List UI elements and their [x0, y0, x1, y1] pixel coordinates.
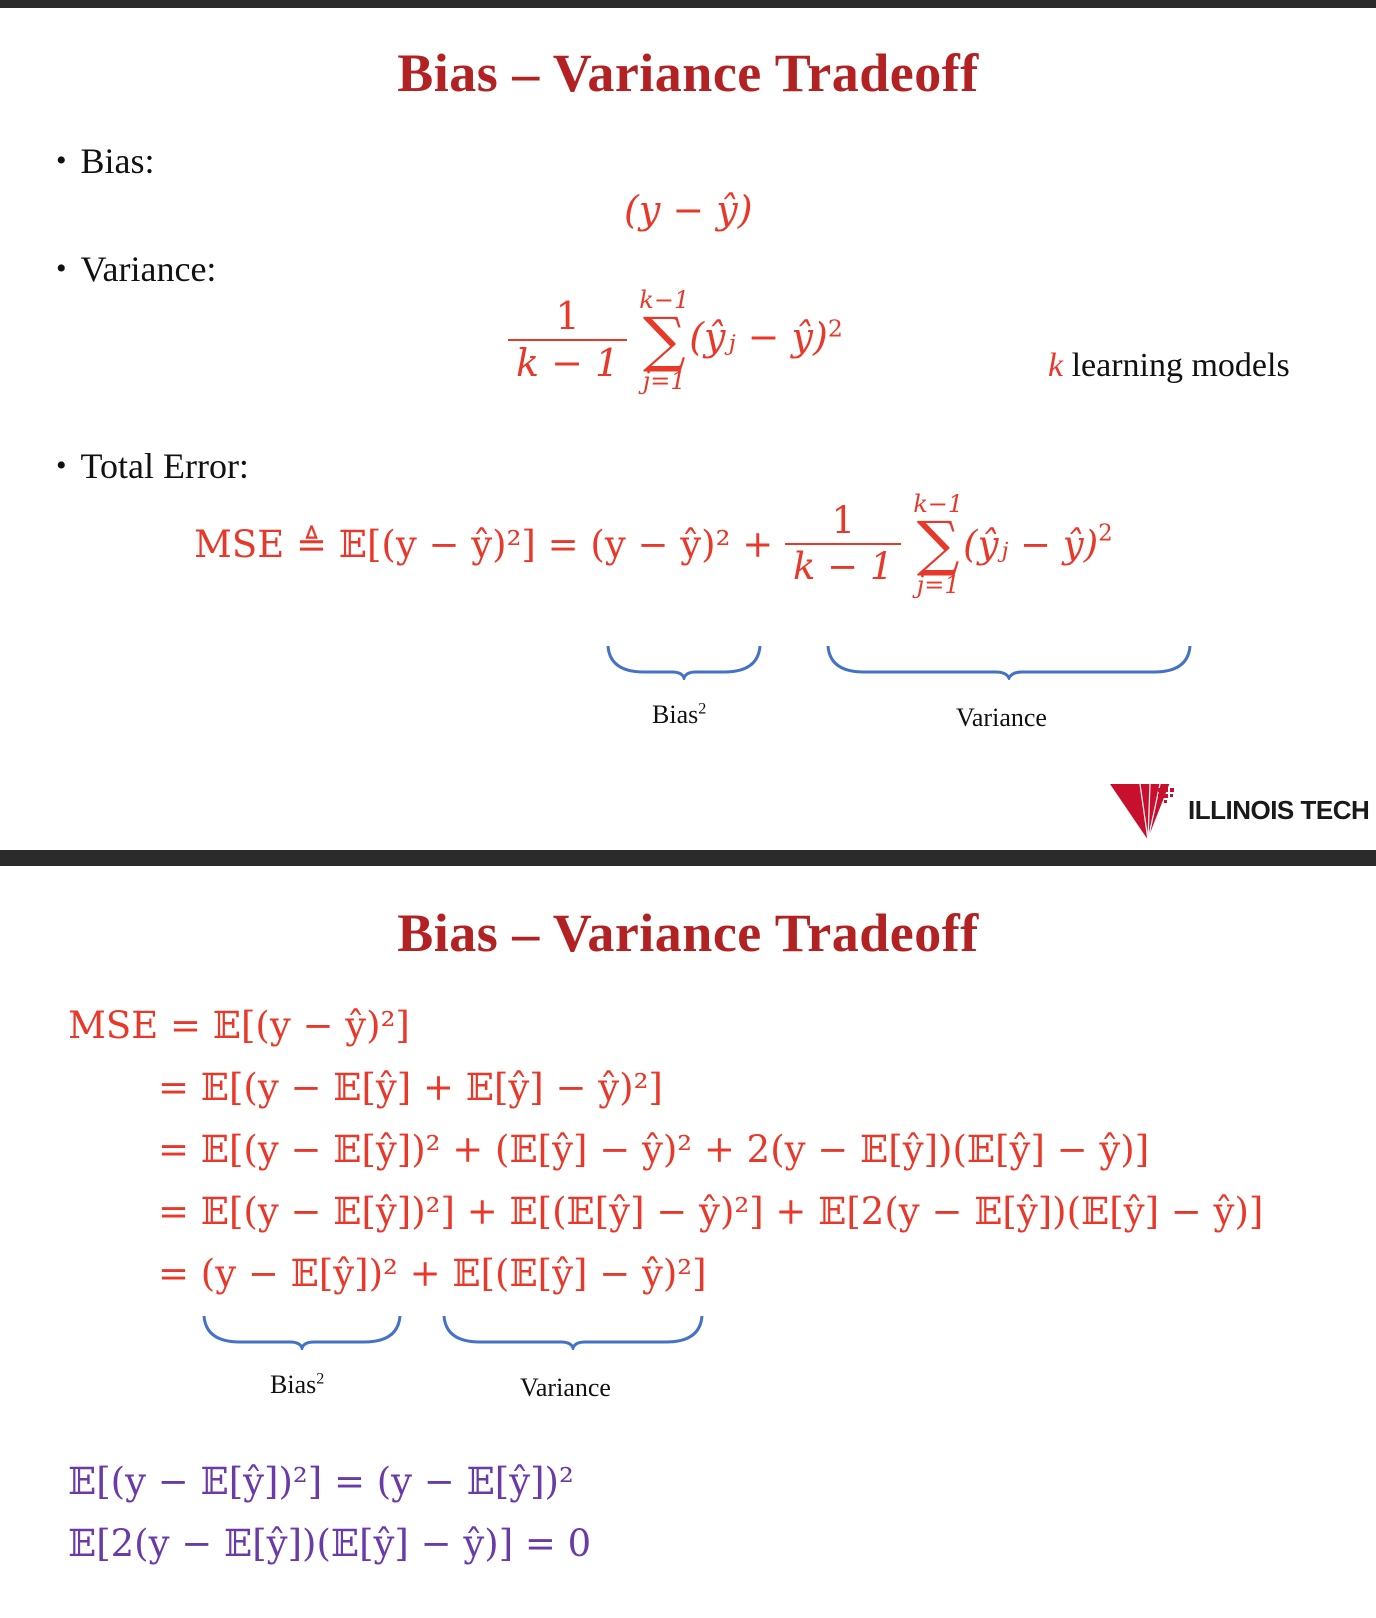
note-line-1: 𝔼[(y − 𝔼[ŷ])²] = (y − 𝔼[ŷ])²: [68, 1460, 574, 1503]
sum-upper-limit: k−1: [639, 286, 690, 314]
fraction-denominator: k − 1: [516, 340, 620, 385]
bullet-dot: •: [56, 252, 67, 285]
variance-term: (ŷⱼ − ŷ): [689, 315, 828, 359]
slide2-title: Bias – Variance Tradeoff: [397, 903, 979, 963]
sigma-symbol: ∑: [916, 509, 960, 579]
bullet-variance: [56, 248, 216, 290]
bias-formula: (y − ŷ): [624, 188, 753, 232]
sum-lower-limit: j=1: [642, 367, 686, 395]
bullet-dot: •: [56, 144, 67, 177]
mse-lhs: MSE ≜ 𝔼[(y − ŷ)²] = (y − ŷ)² +: [194, 523, 774, 566]
k-symbol: k: [1048, 347, 1064, 384]
top-border: [0, 0, 1376, 8]
variance-brace: [824, 640, 1194, 680]
variance-term: (ŷⱼ − ŷ): [963, 523, 1099, 566]
fraction-numerator: 1: [508, 295, 627, 341]
summation: [913, 492, 963, 597]
illinois-tech-logo-icon: [1108, 782, 1178, 842]
note-line-2: 𝔼[2(y − 𝔼[ŷ])(𝔼[ŷ] − ŷ)] = 0: [68, 1522, 592, 1565]
total-error-formula: [194, 492, 1113, 597]
variance-label: Variance: [520, 1373, 611, 1402]
variance-formula: [508, 288, 843, 393]
derivation-line-1: MSE = 𝔼[(y − ŷ)²]: [68, 1004, 410, 1047]
bias-brace: [200, 1310, 404, 1350]
sum-upper-limit: k−1: [913, 490, 964, 518]
variance-fraction: [508, 295, 627, 386]
k-note-text: learning models: [1071, 347, 1290, 384]
bullet-bias-label: Bias:: [80, 141, 155, 181]
variance-label: Variance: [956, 703, 1047, 732]
sigma-symbol: ∑: [642, 305, 686, 375]
slide1-title: Bias – Variance Tradeoff: [397, 43, 979, 103]
bullet-bias: [56, 140, 155, 182]
sum-lower-limit: j=1: [916, 571, 960, 599]
k-learning-models-note: [1048, 347, 1290, 385]
bias-squared-label: [652, 700, 706, 730]
bias-label-power: 2: [698, 700, 707, 718]
bullet-total-error-label: Total Error:: [80, 446, 249, 486]
derivation-line-5: = (y − 𝔼[ŷ])² + 𝔼[(𝔼[ŷ] − ŷ)²]: [158, 1252, 707, 1295]
fraction-numerator: 1: [785, 500, 902, 545]
bullet-variance-label: Variance:: [80, 249, 217, 289]
slide-divider: [0, 850, 1376, 866]
bullet-dot: •: [56, 449, 67, 482]
derivation-line-2: = 𝔼[(y − 𝔼[ŷ] + 𝔼[ŷ] − ŷ)²]: [158, 1066, 663, 1109]
bias-label-text: Bias: [270, 1370, 317, 1399]
illinois-tech-wordmark: ILLINOIS TECH: [1188, 795, 1370, 825]
total-error-fraction: [785, 500, 902, 589]
variance-brace: [440, 1310, 706, 1350]
variance-power: 2: [1098, 520, 1113, 547]
variance-power: 2: [827, 314, 843, 343]
derivation-line-4: = 𝔼[(y − 𝔼[ŷ])²] + 𝔼[(𝔼[ŷ] − ŷ)²] + 𝔼[2(y − 𝔼[ŷ])(𝔼[ŷ] − ŷ)]: [158, 1190, 1264, 1233]
derivation-line-3: = 𝔼[(y − 𝔼[ŷ])² + (𝔼[ŷ] − ŷ)² + 2(y − 𝔼[ŷ])(𝔼[ŷ] − ŷ)]: [158, 1128, 1150, 1171]
summation: [639, 288, 689, 393]
bias-brace: [604, 640, 764, 680]
bias-label-text: Bias: [652, 700, 699, 729]
bias-label-power: 2: [316, 1370, 325, 1388]
bias-squared-label: [270, 1370, 324, 1400]
bullet-total-error: [56, 445, 249, 487]
fraction-denominator: k − 1: [792, 544, 894, 588]
